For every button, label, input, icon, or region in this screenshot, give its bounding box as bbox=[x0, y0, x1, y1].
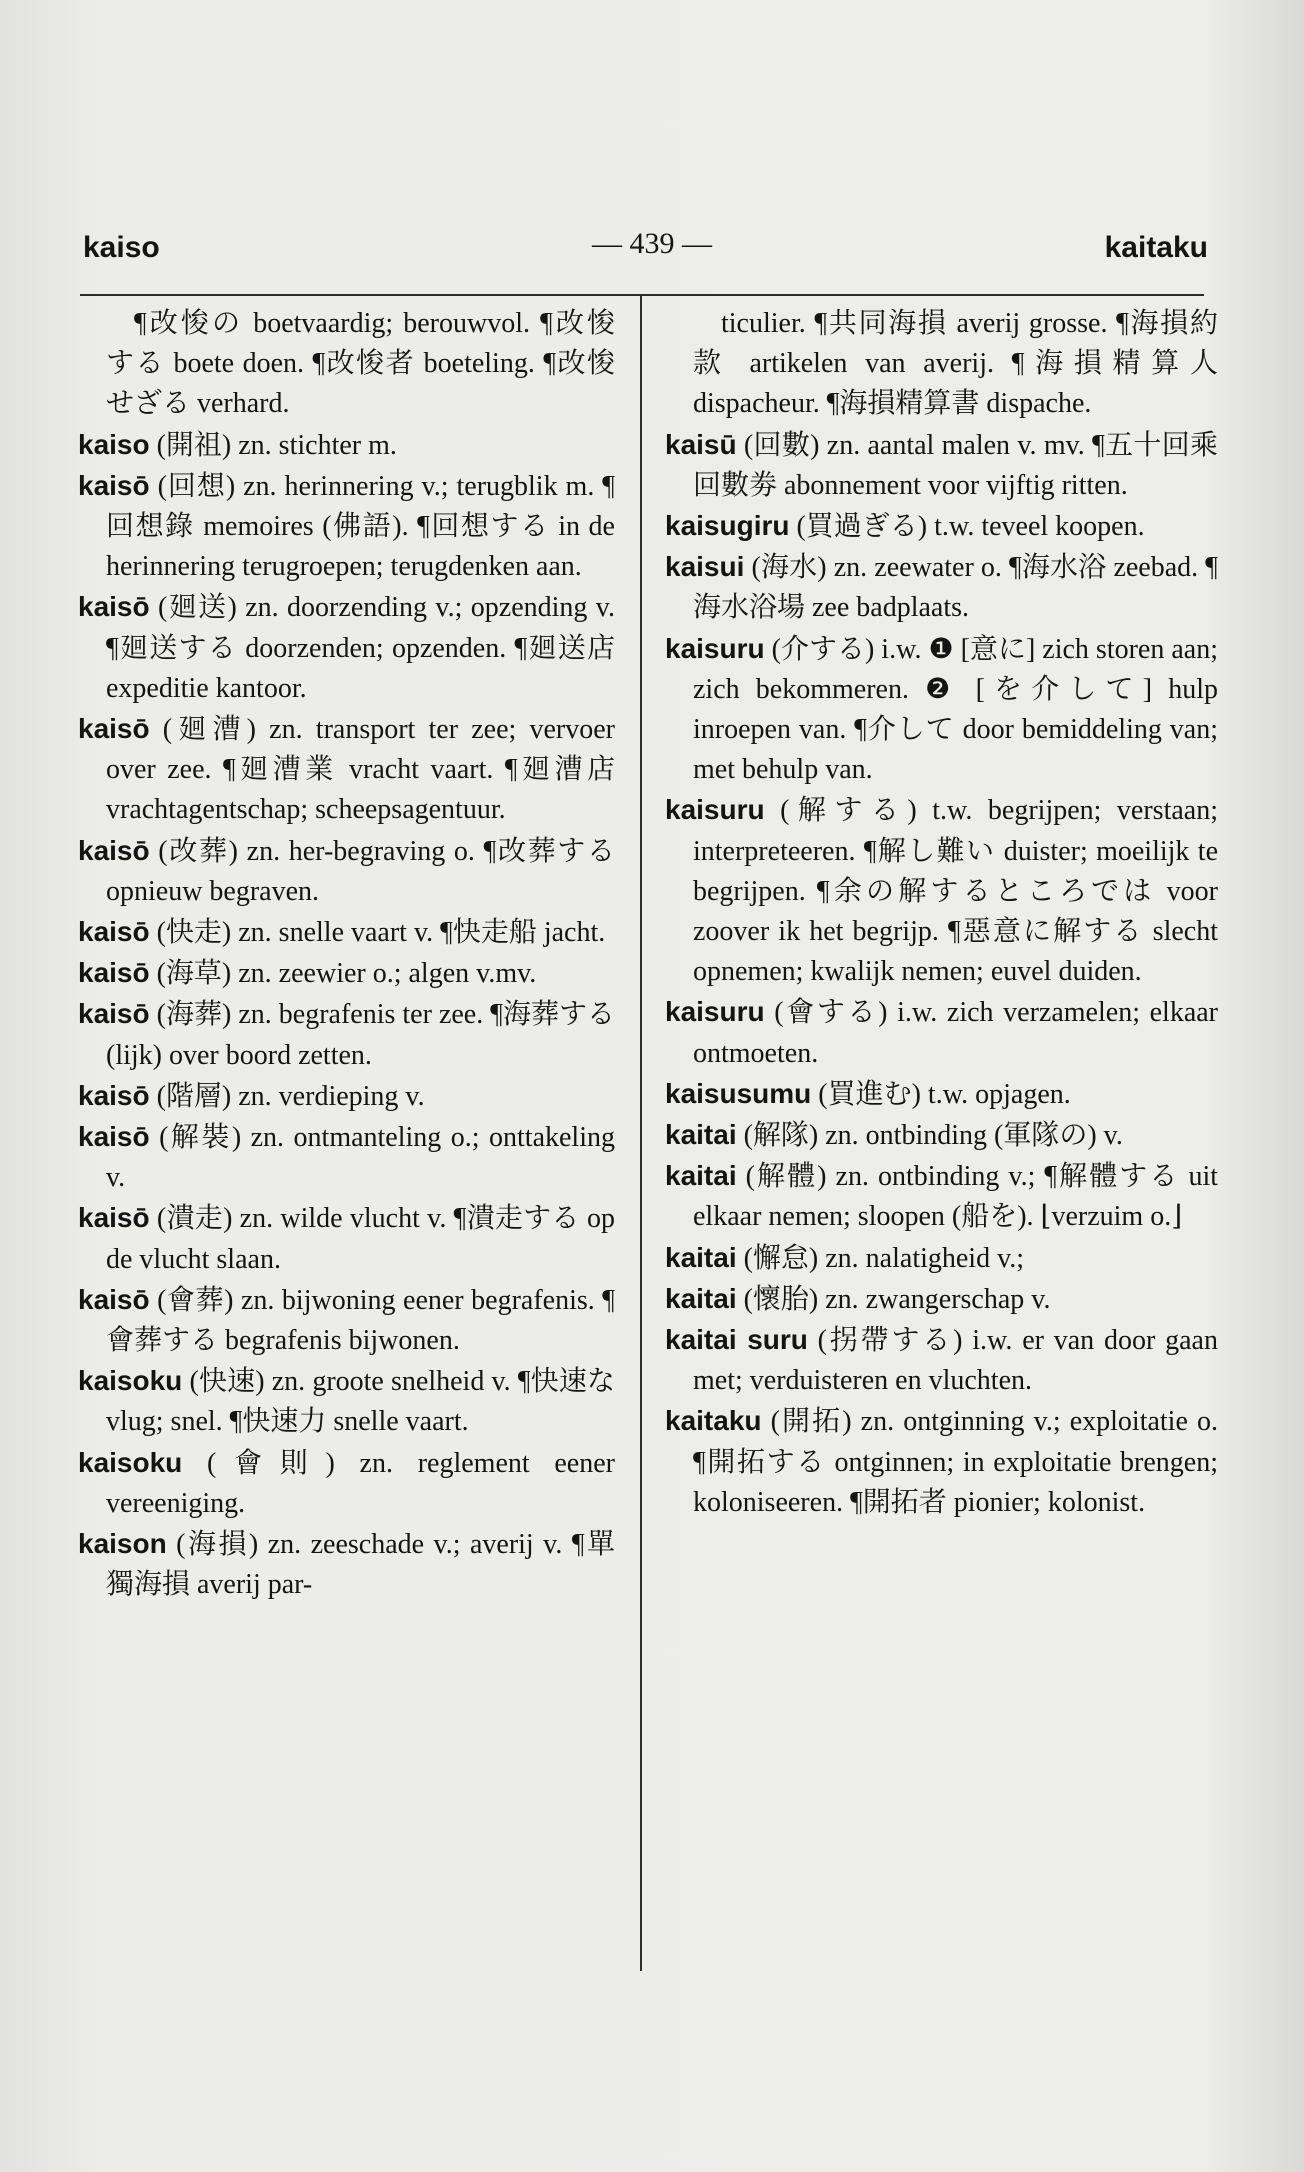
entry-definition: (解する) t.w. begrijpen; verstaan; interpreteeren. ¶解し難い duister; moeilijk te begrijpen. ¶余の解するところでは voor zoover ik het begrijp. ¶惡意に解する slecht opnemen; kwalijk nemen; euvel duiden. bbox=[693, 795, 1218, 988]
headword: kaisō bbox=[78, 1202, 150, 1234]
dictionary-entry bbox=[78, 304, 615, 425]
headword: kaisō bbox=[78, 1283, 150, 1315]
entry-definition: (買過ぎる) t.w. teveel koopen. bbox=[789, 511, 1145, 543]
entry-definition: (會葬) zn. bijwoning eener begrafenis. ¶會葬する begrafenis bijwonen. bbox=[106, 1284, 615, 1357]
headword: kaisō bbox=[78, 916, 150, 948]
dictionary-entry bbox=[78, 1117, 615, 1198]
dictionary-entry bbox=[78, 709, 615, 831]
headword: kaisoku bbox=[78, 1446, 183, 1478]
entry-definition: (海損) zn. zeeschade v.; averij v. ¶單獨海損 averij par- bbox=[106, 1529, 615, 1601]
dictionary-entry bbox=[78, 953, 615, 994]
dictionary-entry bbox=[78, 1361, 615, 1442]
dictionary-entry bbox=[78, 587, 615, 709]
dictionary-entry bbox=[665, 790, 1218, 992]
headword: kaisugiru bbox=[665, 510, 790, 542]
dictionary-entry bbox=[665, 1156, 1218, 1237]
dictionary-entry bbox=[78, 466, 615, 588]
dictionary-entry bbox=[665, 1320, 1218, 1401]
dictionary-entry bbox=[78, 425, 615, 466]
entry-definition: ¶改悛の boetvaardig; berouwvol. ¶改悛する boete doen. ¶改悛者 boeteling. ¶改悛せざる verhard. bbox=[106, 308, 615, 420]
headword: kaisusumu bbox=[665, 1077, 812, 1109]
headword: kaisō bbox=[78, 713, 150, 745]
headword: kaitai bbox=[665, 1282, 737, 1314]
left-column bbox=[78, 304, 615, 1606]
entry-definition: (海葬) zn. begrafenis ter zee. ¶海葬する (lijk) over boord zetten. bbox=[106, 999, 615, 1071]
dictionary-entry bbox=[78, 1280, 615, 1361]
entry-definition: (階層) zn. verdieping v. bbox=[149, 1080, 425, 1112]
running-head-left: kaiso bbox=[83, 231, 160, 264]
headword: kaisuru bbox=[665, 794, 765, 826]
entry-definition: ticulier. ¶共同海損 averij grosse. ¶海損約款 artikelen van averij. ¶海損精算人 dispacheur. ¶海損精算書 dispache. bbox=[693, 308, 1218, 420]
column-divider bbox=[640, 296, 642, 1971]
right-column bbox=[665, 304, 1218, 1523]
running-head-right: kaitaku bbox=[1104, 231, 1208, 264]
dictionary-entry bbox=[665, 992, 1218, 1073]
headword: kaisui bbox=[665, 551, 745, 583]
dictionary-entry bbox=[665, 629, 1218, 791]
headword: kaitai bbox=[665, 1119, 737, 1151]
dictionary-entry bbox=[78, 1524, 615, 1605]
headword: kaitaku bbox=[665, 1405, 762, 1437]
dictionary-entry bbox=[78, 994, 615, 1075]
entry-definition: (海草) zn. zeewier o.; algen v.mv. bbox=[149, 958, 537, 990]
headword: kaisoku bbox=[78, 1365, 183, 1397]
entry-definition: (廻送) zn. doorzending v.; opzending v. ¶廻送する doorzenden; opzenden. ¶廻送店 expeditie kantoor. bbox=[106, 592, 615, 704]
dictionary-entry bbox=[665, 1115, 1218, 1156]
dictionary-entry bbox=[78, 1198, 615, 1279]
dictionary-entry bbox=[78, 912, 615, 953]
entry-definition: (快走) zn. snelle vaart v. ¶快走船 jacht. bbox=[149, 917, 606, 949]
headword: kaison bbox=[78, 1528, 167, 1560]
entry-definition: (介する) i.w. ❶ [意に] zich storen aan; zich bekommeren. ❷ [を介して] hulp inroepen van. ¶介して door bemiddeling van; met behulp van. bbox=[693, 633, 1218, 786]
entry-definition: (海水) zn. zeewater o. ¶海水浴 zeebad. ¶海水浴場 zee badplaats. bbox=[693, 552, 1218, 624]
dictionary-entry bbox=[665, 1074, 1218, 1115]
entry-definition: (回數) zn. aantal malen v. mv. ¶五十回乘回數劵 abonnement voor vijftig ritten. bbox=[693, 429, 1218, 501]
dictionary-entry bbox=[665, 425, 1218, 506]
page-number: — 439 — bbox=[592, 227, 712, 260]
entry-definition: (懈怠) zn. nalatigheid v.; bbox=[736, 1242, 1025, 1274]
headword: kaisū bbox=[665, 428, 737, 460]
entry-definition: (回想) zn. herinnering v.; terugblik m. ¶回想錄 memoires (佛語). ¶回想する in de herinnering terugroepen; terugdenken aan. bbox=[106, 470, 615, 583]
headword: kaisō bbox=[78, 1121, 150, 1153]
dictionary-entry bbox=[78, 1076, 615, 1117]
headword: kaitai bbox=[665, 1241, 737, 1273]
dictionary-entry bbox=[665, 1279, 1218, 1320]
entry-definition: (拐帶する) i.w. er van door gaan met; verduisteren en vluchten. bbox=[693, 1325, 1218, 1397]
headword: kaisō bbox=[78, 998, 150, 1030]
entry-definition: (懷胎) zn. zwangerschap v. bbox=[736, 1283, 1051, 1315]
header-rule bbox=[80, 294, 1204, 296]
entry-definition: (會則) zn. reglement eener vereeniging. bbox=[106, 1447, 615, 1519]
dictionary-entry bbox=[665, 1238, 1218, 1279]
entry-definition: (快速) zn. groote snelheid v. ¶快速な vlug; snel. ¶快速力 snelle vaart. bbox=[106, 1366, 615, 1438]
headword: kaisō bbox=[78, 834, 150, 866]
headword: kaisō bbox=[78, 1079, 150, 1111]
headword: kaisō bbox=[78, 591, 150, 623]
headword: kaisuru bbox=[665, 996, 765, 1028]
entry-definition: (解裝) zn. ontmanteling o.; onttakeling v. bbox=[106, 1122, 615, 1194]
dictionary-entry bbox=[78, 831, 615, 912]
headword: kaisuru bbox=[665, 632, 765, 664]
headword: kaisō bbox=[78, 957, 150, 989]
dictionary-entry bbox=[665, 1401, 1218, 1523]
entry-definition: (開拓) zn. ontginning v.; exploitatie o. ¶開拓する ontginnen; in exploitatie brengen; koloniseeren. ¶開拓者 pionier; kolonist. bbox=[693, 1406, 1218, 1518]
entry-definition: (會する) i.w. zich verzamelen; elkaar ontmoeten. bbox=[693, 997, 1218, 1069]
headword: kaitai bbox=[665, 1160, 737, 1192]
entry-definition: (解隊) zn. ontbinding (軍隊の) v. bbox=[736, 1120, 1123, 1152]
entry-definition: (潰走) zn. wilde vlucht v. ¶潰走する op de vlucht slaan. bbox=[106, 1203, 615, 1275]
entry-definition: (廻漕) zn. transport ter zee; vervoer over zee. ¶廻漕業 vracht vaart. ¶廻漕店 vrachtagentschap; scheepsagentuur. bbox=[106, 714, 615, 826]
headword: kaiso bbox=[78, 428, 150, 460]
entry-definition: (改葬) zn. her-begraving o. ¶改葬する opnieuw begraven. bbox=[106, 835, 615, 907]
dictionary-entry bbox=[665, 547, 1218, 628]
dictionary-entry bbox=[665, 304, 1218, 425]
dictionary-entry bbox=[665, 506, 1218, 547]
headword: kaisō bbox=[78, 469, 150, 501]
dictionary-entry bbox=[78, 1443, 615, 1524]
entry-definition: (開祖) zn. stichter m. bbox=[149, 429, 397, 461]
entry-definition: (解體) zn. ontbinding v.; ¶解體する uit elkaar nemen; sloopen (船を). ⌊verzuim o.⌋ bbox=[693, 1161, 1218, 1233]
entry-definition: (買進む) t.w. opjagen. bbox=[811, 1078, 1071, 1110]
headword: kaitai suru bbox=[665, 1324, 808, 1356]
